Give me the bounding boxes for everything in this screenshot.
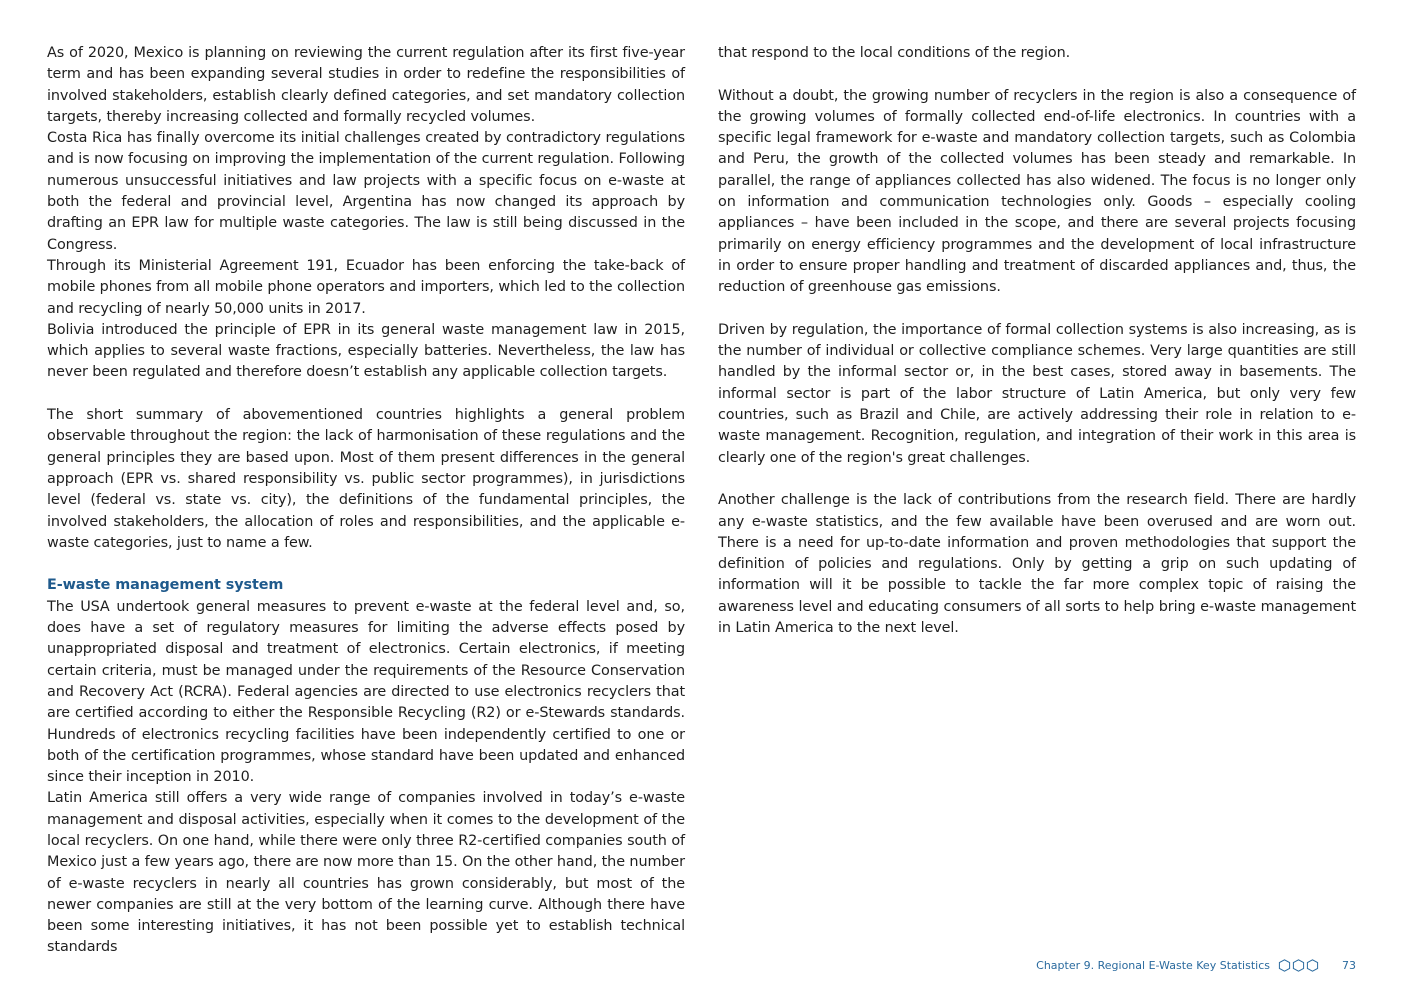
- hexagon-icon: [1306, 959, 1319, 972]
- right-column: [718, 43, 1356, 639]
- paragraph-ecuador: Through its Ministerial Agreement 191, Ecuador has been enforcing the take-back of mobile phones from all mobile phone operators and importers, which led to the collection and recycling of nearly 50,000 units in 2017.: [47, 257, 685, 317]
- section-heading: E-waste management system: [47, 577, 284, 594]
- paragraph-bolivia: Bolivia introduced the principle of EPR in its general waste management law in 2015, which applies to several waste fractions, especially batteries. Nevertheless, the law has never been regulated and therefore doesn’t establish any applicable collection targets.: [47, 321, 685, 381]
- page-number: 73: [1342, 958, 1356, 972]
- hexagon-icon: [1278, 959, 1291, 972]
- paragraph-research-challenge: Another challenge is the lack of contributions from the research field. There are hardly any e-waste statistics, and the few available have been overused and are worn out. There is a need for up-to-date information and proven methodologies that support the definition of policies and regulations. Only by getting a grip on such updating of information will it be possible to tackle the far more complex topic of raising the awareness level and educating consumers of all sorts to help bring e-waste management in Latin America to the next level.: [718, 492, 1356, 637]
- paragraph-costa-rica-argentina: Costa Rica has finally overcome its initial challenges created by contradictory regulations and is now focusing on improving the implementation of the current regulation. Following numerous unsuccessful initiatives and law projects with a specific focus on e-waste at both the federal and provincial level, Argentina has now changed its approach by drafting an EPR law for multiple waste categories. The law is still being discussed in the Congress.: [47, 130, 685, 253]
- paragraph-usa: The USA undertook general measures to prevent e-waste at the federal level and, so, does have a set of regulatory measures for limiting the adverse effects posed by unappropriated disposal and treatment of electronics. Certain electronics, if meeting certain criteria, must be managed under the requirements of the Resource Conservation and Recovery Act (RCRA). Federal agencies are directed to use electronics recyclers that are certified according to either the Responsible Recycling (R2) or e-Stewards standards. Hundreds of electronics recycling facilities have been independently certified to one or both of the certification programmes, whose standard have been updated and enhanced since their inception in 2010.: [47, 598, 685, 786]
- hexagon-icon: [1292, 959, 1305, 972]
- page-footer: [1036, 956, 1356, 974]
- paragraph-recyclers-growth: Without a doubt, the growing number of recyclers in the region is also a consequence of the growing volumes of formally collected end-of-life electronics. In countries with a specific legal framework for e-waste and mandatory collection targets, such as Colombia and Peru, the growth of the collected volumes has been steady and remarkable. In parallel, the range of appliances collected has also widened. The focus is no longer only on information and communication technologies only. Goods – especially cooling appliances – have been included in the scope, and there are several projects focusing primarily on energy efficiency programmes and the development of local infrastructure in order to ensure proper handling and treatment of discarded appliances and, thus, the reduction of greenhouse gas emissions.: [718, 87, 1356, 296]
- left-column: [47, 43, 685, 959]
- paragraph-mexico: As of 2020, Mexico is planning on reviewing the current regulation after its first five-year term and has been expanding several studies in order to redefine the responsibilities of involved stakeholders, establish clearly defined categories, and set mandatory collection targets, thereby increasing collected and formally recycled volumes.: [47, 45, 685, 125]
- chapter-label: Chapter 9. Regional E-Waste Key Statistics: [1036, 958, 1270, 972]
- paragraph-summary: The short summary of abovementioned countries highlights a general problem observable throughout the region: the lack of harmonisation of these regulations and the general principles they are based upon. Most of them present differences in the general approach (EPR vs. shared responsibility vs. public sector programmes), in jurisdictions level (federal vs. state vs. city), the definitions of the fundamental principles, the involved stakeholders, the allocation of roles and responsibilities, and the applicable e-waste categories, just to name a few.: [47, 407, 685, 551]
- paragraph-continuation: that respond to the local conditions of the region.: [718, 45, 1071, 61]
- paragraph-collection-systems: Driven by regulation, the importance of formal collection systems is also increasing, as is the number of individual or collective compliance schemes. Very large quantities are still handled by the informal sector or, in the best cases, stored away in basements. The informal sector is part of the labor structure of Latin America, but only very few countries, such as Brazil and Chile, are actively addressing their role in relation to e-waste management. Recognition, regulation, and integration of their work in this area is clearly one of the region's great challenges.: [718, 321, 1356, 466]
- paragraph-latin-america: Latin America still offers a very wide range of companies involved in today’s e-waste management and disposal activities, especially when it comes to the development of the local recyclers. On one hand, while there were only three R2-certified companies south of Mexico just a few years ago, there are now more than 15. On the other hand, the number of e-waste recyclers in nearly all countries has grown considerably, but most of the newer companies are still at the very bottom of the learning curve. Although there have been some interesting initiatives, it has not been possible yet to establish technical standards: [47, 790, 685, 956]
- hexagon-group: [1278, 959, 1320, 972]
